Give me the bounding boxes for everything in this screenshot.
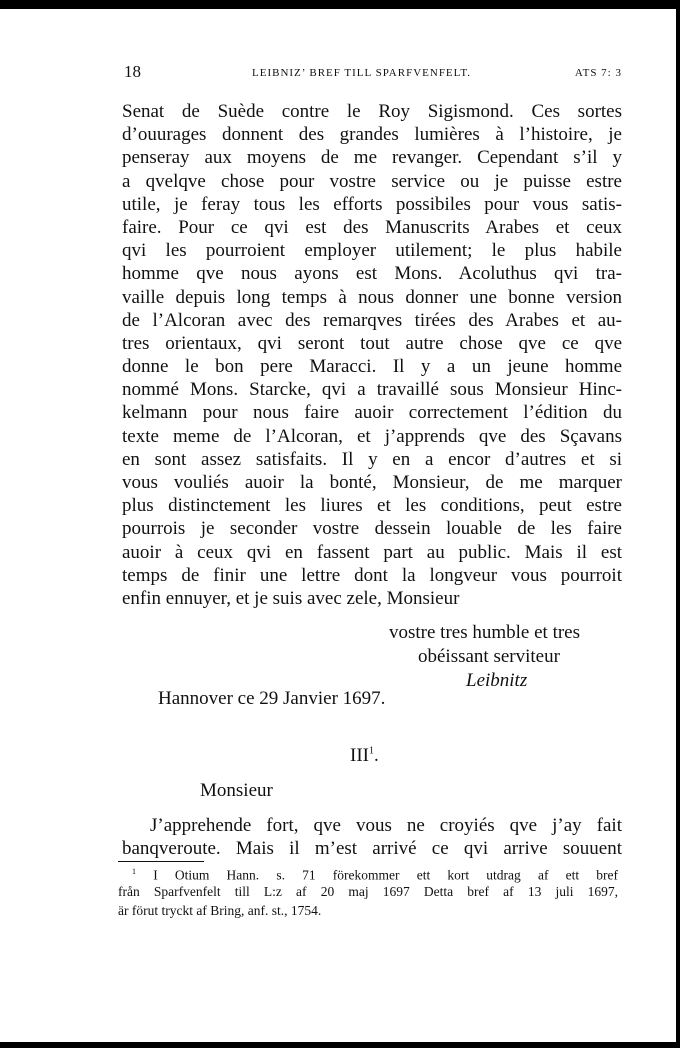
footnote xyxy=(118,862,618,921)
body-line: plus distinctement les liures et les conditions, peut estre xyxy=(122,495,622,517)
body-line: donne le bon pere Maracci. Il y a un jeune homme xyxy=(122,356,622,378)
body-line: vaille depuis long temps à nous donner une bonne version xyxy=(122,286,622,308)
body-line: Senat de Suède contre le Roy Sigismond. Ces sortes xyxy=(122,101,622,122)
body-line: penseray aux moyens de me revanger. Cependant s’il y xyxy=(122,147,622,169)
body-line: tres orientaux, qvi seront tout autre chose qve ce qve xyxy=(122,332,622,354)
body-line: temps de finir une lettre dont la longveur vous pourroit xyxy=(122,564,622,586)
body-line: faire. Pour ce qvi est des Manuscrits Arabes et ceux xyxy=(122,216,622,238)
signature: Leibnitz xyxy=(466,670,528,691)
body-line: homme qve nous ayons est Mons. Acoluthus qvi tra- xyxy=(122,263,622,285)
closing-line: obéissant serviteur xyxy=(418,646,560,667)
letter-number: III xyxy=(350,745,369,766)
page-header xyxy=(124,62,622,84)
body-line: auoir à ceux qvi en fassent part au public. Mais il est xyxy=(122,541,622,563)
next-letter-body xyxy=(122,814,622,860)
page-edge-bottom xyxy=(0,1042,680,1048)
date-line: Hannover ce 29 Janvier 1697. xyxy=(158,688,386,709)
body-line: vous vouliés auoir la bonté, Monsieur, de me marquer xyxy=(122,472,622,493)
body-line: pourrois je seconder vostre dessein louable de les faire xyxy=(122,518,622,540)
body-line: qvi les pourroient employer utilement; le plus habile xyxy=(122,240,622,262)
body-line: texte meme de l’Alcoran, et j’apprends qve des Sçavans xyxy=(122,425,622,447)
body-line: utile, je feray tous les efforts possibiles pour vous satis- xyxy=(122,193,622,215)
body-line: de l’Alcoran avec des remarqves tirées des Arabes et au- xyxy=(122,309,622,331)
running-title: LEIBNIZ’ BREF TILL SPARFVENFELT. xyxy=(252,67,472,79)
salutation: Monsieur xyxy=(200,780,273,801)
series-label: ATS 7: 3 xyxy=(574,67,622,79)
page-edge-top xyxy=(0,0,680,9)
body-line: nommé Mons. Starcke, qvi a travaillé sous Monsieur Hinc- xyxy=(122,379,622,401)
footnote-line xyxy=(118,862,618,882)
body-line: d’ouurages donnent des grandes lumières à l’histoire, je xyxy=(122,124,622,146)
body-line: J’apprehende fort, qve vous ne croyiés qve j’ay fait xyxy=(150,815,622,836)
footnote-mark: 1 xyxy=(132,867,136,876)
closing-line: vostre tres humble et tres xyxy=(389,622,581,643)
footnote-line: är förut tryckt af Bring, anf. st., 1754. xyxy=(118,903,322,919)
footnote-mark: 1 xyxy=(368,745,374,757)
body-line: banqveroute. Mais il m’est arrivé ce qvi arrive souuent xyxy=(122,838,622,860)
heading-period: . xyxy=(373,745,379,766)
footnote-text: I Otium Hann. s. 71 förekommer ett kort utdrag af ett bref xyxy=(153,867,619,883)
body-line: a qvelqve chose pour vostre service ou je puisse estre xyxy=(122,170,622,192)
body-line: enfin ennuyer, et je suis avec zele, Monsieur xyxy=(122,587,460,609)
letter-body xyxy=(122,100,622,610)
footnote-line: från Sparfvenfelt till L:z af 20 maj 1697 Detta bref af 13 juli 1697, xyxy=(118,883,618,899)
letter-heading xyxy=(350,745,379,767)
body-line: en sont assez satisfaits. Il y en a encor d’autres et si xyxy=(122,448,622,470)
page-number: 18 xyxy=(124,62,141,81)
body-line: kelmann pour nous faire auoir correctement l’édition du xyxy=(122,402,622,424)
page-edge-right xyxy=(676,0,680,1048)
